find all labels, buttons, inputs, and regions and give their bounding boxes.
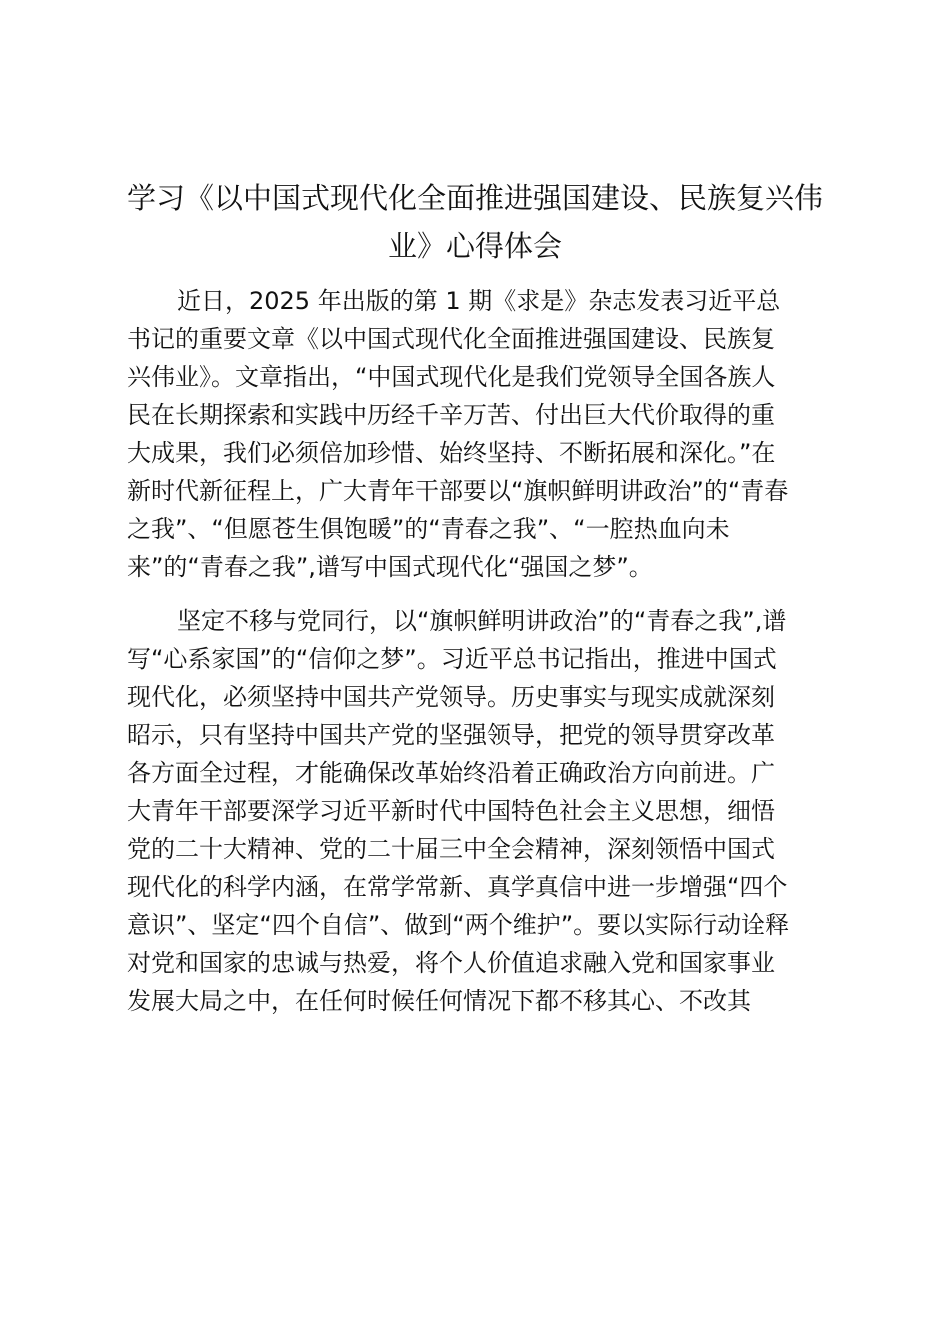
- paragraph-line: 现代化，必须坚持中国共产党领导。历史事实与现实成就深刻: [127, 683, 775, 711]
- document-title: [110, 174, 840, 270]
- paragraph-line: 对党和国家的忠诚与热爱，将个人价值追求融入党和国家事业: [127, 949, 775, 977]
- title-line: 业》心得体会: [387, 229, 562, 263]
- paragraph-spacer: [127, 586, 837, 602]
- title-line: 学习《以中国式现代化全面推进强国建设、民族复兴伟: [126, 181, 823, 215]
- paragraph-line: 发展大局之中，在任何时候任何情况下都不移其心、不改其: [127, 987, 751, 1015]
- paragraph-line: 意识”、坚定“四个自信”、做到“两个维护”。要以实际行动诠释: [127, 911, 790, 939]
- paragraph-line: 党的二十大精神、党的二十届三中全会精神，深刻领悟中国式: [127, 835, 775, 863]
- paragraph-line: 民在长期探索和实践中历经千辛万苦、付出巨大代价取得的重: [127, 401, 775, 429]
- document-body: [127, 282, 837, 1020]
- paragraph-1: [127, 282, 837, 586]
- paragraph-line: 写“心系家国”的“信仰之梦”。习近平总书记指出，推进中国式: [127, 645, 777, 673]
- paragraph-line: 之我”、“但愿苍生俱饱暖”的“青春之我”、“一腔热血向未: [127, 515, 730, 543]
- paragraph-line: 大青年干部要深学习近平新时代中国特色社会主义思想，细悟: [127, 797, 775, 825]
- paragraph-line: 书记的重要文章《以中国式现代化全面推进强国建设、民族复: [127, 325, 775, 353]
- paragraph-line: 来”的“青春之我”,谱写中国式现代化“强国之梦”。: [127, 553, 653, 581]
- paragraph-line: 各方面全过程，才能确保改革始终沿着正确政治方向前进。广: [127, 759, 775, 787]
- paragraph-line: 新时代新征程上，广大青年干部要以“旗帜鲜明讲政治”的“青春: [127, 477, 789, 505]
- paragraph-2: [127, 602, 837, 1020]
- paragraph-line: 昭示，只有坚持中国共产党的坚强领导，把党的领导贯穿改革: [127, 721, 775, 749]
- paragraph-line: 兴伟业》。文章指出，“中国式现代化是我们党领导全国各族人: [127, 363, 776, 391]
- paragraph-line: 大成果，我们必须倍加珍惜、始终坚持、不断拓展和深化。”在: [127, 439, 776, 467]
- paragraph-line: 坚定不移与党同行，以“旗帜鲜明讲政治”的“青春之我”,谱: [177, 607, 787, 635]
- paragraph-line: 现代化的科学内涵，在常学常新、真学真信中进一步增强“四个: [127, 873, 788, 901]
- paragraph-line: 近日，2025 年出版的第 1 期《求是》杂志发表习近平总: [177, 287, 781, 315]
